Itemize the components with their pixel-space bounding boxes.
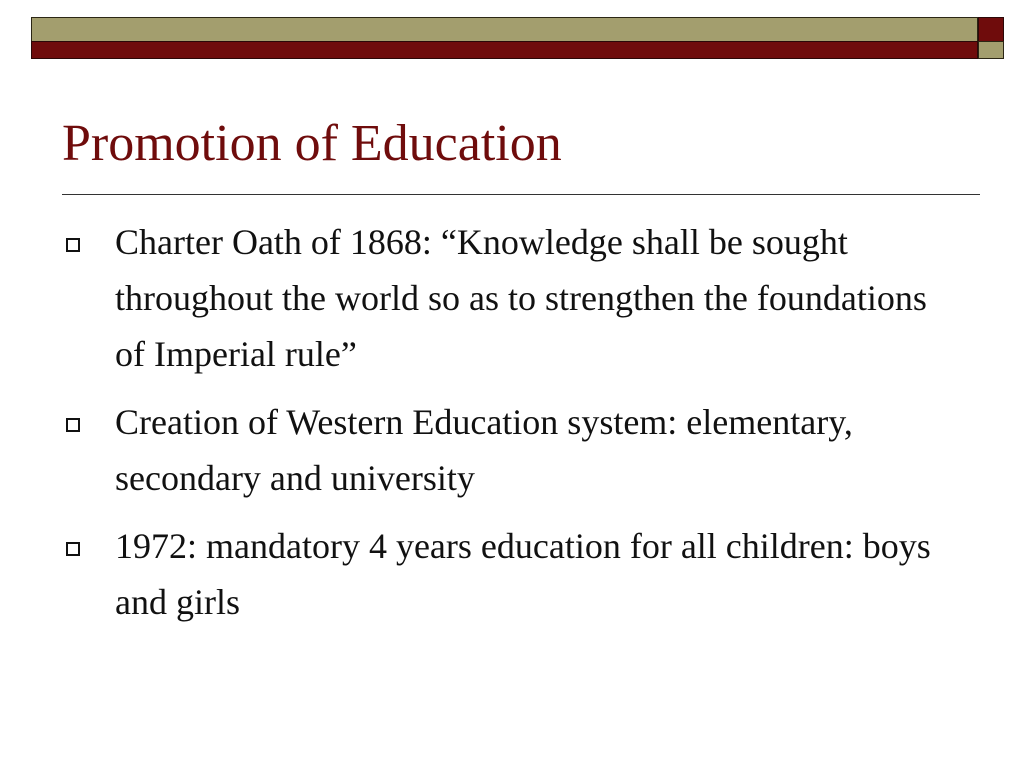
slide-title: Promotion of Education [62,115,562,172]
bullet-list [62,214,962,642]
header-square-olive [978,41,1004,59]
header-square-red [978,17,1004,42]
title-divider [62,194,980,195]
bullet-item [62,394,962,506]
hollow-square-icon [66,238,80,252]
bullet-text: 1972: mandatory 4 years education for all children: boys and girls [115,526,931,622]
hollow-square-icon [66,418,80,432]
bullet-text: Creation of Western Education system: elementary, secondary and university [115,402,853,498]
bullet-item [62,214,962,382]
bullet-text: Charter Oath of 1868: “Knowledge shall be sought throughout the world so as to strengthen the foundations of Imperial rule” [115,222,927,374]
bullet-item [62,518,962,630]
header-band-red [31,41,978,59]
header-band-olive [31,17,978,42]
hollow-square-icon [66,542,80,556]
